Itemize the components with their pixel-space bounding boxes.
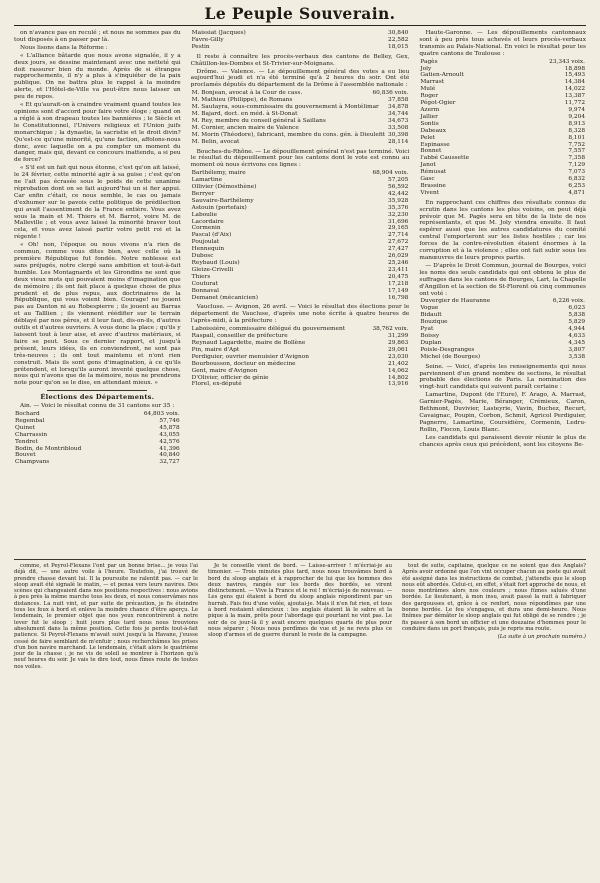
vote-count: 6,832 [568,176,586,183]
candidate-name: Lacordaire [191,218,224,225]
vote-count: 8,328 [568,127,586,134]
candidate-name: Pestin [191,43,210,50]
vote-count: 23,343 voix. [549,58,586,65]
vote-count: 3,807 [568,346,586,353]
paragraph: — D'après le Droit Commun, journal de Bourges, voici les noms des seuls candidats qui ont obtenu le plus de suffrages dans les cantons de Bourges, Lart, la Chapelle d'Angillon et la section de St-Florent où cinq communes ont voté : [419,262,587,297]
candidate-name: Gent, maire d'Avignon [191,367,258,374]
vote-count: 7,557 [568,148,586,155]
vote-count: 45,878 [159,424,180,431]
vote-row [14,432,181,439]
vote-count: 23,030 [388,353,409,360]
divider [47,390,147,391]
vote-row [419,72,586,79]
vote-count: 41,396 [159,445,180,452]
vote-row [191,260,410,267]
vote-count: 8,101 [568,134,586,141]
vote-count: 29,863 [388,339,409,346]
vote-count: 21,402 [388,360,409,367]
vote-row [191,267,410,274]
vote-row [419,79,586,86]
vote-row [14,446,181,453]
candidate-name: M. Bonjean, avocat à la Cour de cass. [191,90,303,97]
vote-row [191,37,410,44]
candidate-name: M. Cornier, ancien maire de Valence [191,124,299,131]
candidate-name: Perdiguier, ouvrier menuisier d'Avignon [191,353,309,360]
vote-row [191,239,410,246]
vote-row [191,219,410,226]
candidate-name: Laboissière, commissaire délégué du gouvernement [191,326,346,333]
feuilleton-column-2 [208,563,392,883]
candidate-name: Mulé [420,86,436,93]
vote-count: 68,904 voix. [372,170,409,177]
candidate-name: Sontis [420,120,439,127]
candidate-name: M. Mathieu (Philippe), de Romans [191,97,293,104]
candidate-name: Pelet [420,134,436,141]
candidate-name: Florel, ex-député [191,381,242,388]
vote-list-bourges [419,298,586,360]
feuilleton-column-3 [402,563,586,883]
vote-count: 9,204 [568,113,586,120]
vote-count: 43,055 [159,431,180,438]
vote-row [14,459,181,466]
vote-count: 25,246 [388,260,409,266]
paragraph: En rapprochant ces chiffres des résultats connus du scrutin dans les cantons les plus voisins, on peut déjà prévoir que M. Pagès sera en tête de la liste de nos représentants, et que M. Joly viendra ensuite. Il faut espérer aussi que les autres candidatures du comité central l'emporteront sur les listes hostiles ; car les forces de la contre-révolution étaient énormes à la corruption et à la violence ; elles ont fait subir sous les manœuvres de leurs propres partis. [419,199,587,261]
paragraph: Vaucluse. — Avignon, 26 avril. — Voici le résultat des élections pour le département de Vaucluse, d'après une note écrite à quatre heures de l'après-midi, à la préfecture : [190,304,410,325]
vote-row [191,381,410,388]
vote-count: 30,840 [388,30,409,36]
candidate-name: Laboulie [191,211,218,218]
vote-row [191,132,410,139]
candidate-name: Reynaud Lagardette, maire de Bollène [191,339,306,346]
vote-count: 32,727 [159,459,180,466]
vote-count: 33,508 [388,124,409,131]
vote-list-ain [14,411,181,466]
vote-row [14,418,181,425]
candidate-name: Poisle-Desgranges [420,346,475,353]
vote-count: 35,376 [388,204,409,211]
vote-count: 11,772 [564,100,586,107]
vote-row [419,319,586,326]
paragraph: Drôme. — Valence. — Le dépouillement général des votes a eu lieu aujourd'hui jeudi et n'a été terminé qu'à 2 heures du soir. Ont été proclamés députés du département de la Drôme à l'assemblée nationale : [190,68,410,89]
vote-count: 34,878 [388,104,409,111]
vote-row [14,452,181,459]
vote-count: 29,165 [388,225,409,232]
feuilleton [14,559,586,883]
vote-row [191,170,410,177]
vote-count: 60,836 voix. [372,90,409,97]
vote-count: 27,714 [388,232,409,239]
candidate-name: Poujoulat [191,239,220,246]
vote-row [419,354,586,361]
section-heading: Élections des Départements. [40,393,155,402]
candidate-name: M. Morin (Théodore), fabricant, membre du cons. gén. à Dieulefit [191,131,386,138]
candidate-name: Duvergier de Hauranne [420,298,491,305]
candidate-name: Raspail, conseiller de préfecture [191,333,288,340]
candidate-name: Rémusat [420,169,447,176]
vote-count: 42,442 [388,190,409,197]
vote-row [419,305,586,312]
vote-count: 5,829 [568,319,586,326]
column-2 [191,30,410,556]
vote-row [191,288,410,295]
column-1 [14,30,181,556]
vote-count: 38,762 voix. [372,326,409,333]
vote-count: 15,493 [564,72,586,79]
vote-count: 14,062 [388,367,409,374]
vote-count: 31,299 [388,333,409,340]
vote-count: 4,633 [568,332,586,339]
candidate-name: Marrast [420,79,445,86]
vote-row [191,184,410,191]
vote-count: 27,672 [388,239,409,246]
vote-row [191,177,410,184]
vote-row [191,368,410,375]
candidate-name: Pégot-Ogier [420,100,456,107]
vote-count: 6,226 voix. [552,298,586,305]
candidate-name: Bourbousson, docteur en médecine [191,360,296,367]
candidate-name: Couturat [191,280,218,287]
vote-count: 8,913 [568,120,586,127]
continuation-note: (La suite à un prochain numéro.) [497,634,586,641]
vote-count: 23,411 [388,266,409,273]
vote-row [14,425,181,432]
candidate-name: Pyat [420,326,434,333]
candidate-name: M. Bajard, doct. en méd. à St-Donat [191,110,298,117]
vote-row [419,121,586,128]
paragraph: Il reste à connaître les procès-verbaux des cantons de Belley, Gex, Châtillon-les-Dombes et St-Trivier-sur-Moignans. [190,53,410,67]
vote-row [191,333,410,340]
candidate-name: Dubosc [191,253,214,260]
vote-row [419,340,586,347]
paragraph: comme, et Peyrol-Flexans l'ont par un bonne brise... je vous l'ai déjà dit, — une autre voile à l'heure. Toutefois, j'ai trouvé de prendre chasse devant lui. Il la poursuite ne ralentit pas. — car le sloop avait été signalé le matin, — et pensa vers leurs navires. Des scènes qui changeaient dans nos positions respectives : nous avions à peu près la même marche tous les deux, et nous conservâmes nos distances. La nuit vint, et par suite de précaution, je fis éteindre tous les feux à bord et enlève la moindre chance d'être aperçu. Le lendemain, le premier objet que nos yeux rencontrèrent à notre lever fut le sloop ; huit jours plus tard nous nous trouvions absolument dans la même position. Cette fois je perdis tout-à-fait patience. Si Peyrol-Flexans m'avait suivi jusqu'à la Havane, j'eusse cessé de faire semblant de m'enfuir ; nous recherchâmes les prises d'un bon navire marchand. Le lendemain, c'était alors le quatrième jour de la chasse ; je ne vis de soleil se montrer à l'horizon qu'à neuf heures du soir. Je vais te dire tout, nous fîmes route de toutes nos voiles. [14,563,198,670]
vote-count: 6,253 [568,182,586,189]
vote-row [191,295,410,302]
candidate-name: Duplan [420,339,442,346]
vote-row [419,86,586,93]
paragraph: Bouches-du-Rhône. — Le dépouillement général n'est pas terminé. Voici le résultat du dépouillement pour les cantons dont le vote est connu au moment où nous écrivons ces lignes : [190,148,410,169]
candidate-name: Favre-Gilly [191,36,224,43]
vote-count: 6,023 [568,305,586,312]
vote-row [191,104,410,111]
candidate-name: Bodin, de Montribloud [15,445,82,452]
paragraph: « L'alliance bâtarde que nous avons signalée, il y a deux jours, se dessine maintenant avec une netteté qui doit rassurer bien du monde. Après de si étranges rapprochements, il n'y a plus à s'inquiéter de la paix publique. On ne battra plus le rappel à la moindre alerte, et l'Hôtel-de-Ville va peut-être nous laisser un peu de repos. [14,52,181,101]
vote-row [419,114,586,121]
vote-row [419,326,586,333]
vote-list-ain-cont [191,30,410,51]
vote-count: 40,840 [159,452,180,459]
paragraph: Haute-Garonne. — Les dépouillements cantonnaux sont à peu près tous achevés et leurs procès-verbaux transmis au Palais-National. En voici le résultat pour les quatre cantons de Toulouse : [419,30,587,57]
vote-row [419,190,586,197]
candidate-name: Bouzique [420,319,448,326]
vote-row [191,232,410,239]
column-3 [419,30,586,556]
vote-row [419,142,586,149]
vote-count: 7,073 [568,169,586,176]
candidate-name: Reybaud (Louis) [191,260,240,266]
vote-row [191,246,410,253]
vote-count: 57,205 [388,177,409,184]
vote-count: 31,696 [388,218,409,225]
vote-list-toulouse [419,59,586,197]
candidate-name: Vogue [420,305,439,312]
candidate-name: Joly [420,65,432,72]
vote-row [191,198,410,205]
vote-count: 18,898 [564,65,586,72]
candidate-name: Michel (de Bourges) [420,353,481,360]
vote-count: 42,576 [159,438,180,445]
paragraph: Seine. — Voici, d'après les renseignements qui nous parviennent d'un grand nombre de sections, le résultat probable des élections de Paris. La nomination des vingt-huit candidats qui suivent paraît certaine : [419,363,587,391]
candidate-name: Bonnet [420,148,442,155]
candidate-name: Brassine [420,182,446,189]
vote-count: 35,928 [388,197,409,204]
candidate-name: Astouin (portefaix) [191,204,247,211]
feuilleton-column-1 [14,563,198,883]
vote-row [191,340,410,347]
masthead-rule [14,25,586,26]
vote-count: 29,061 [388,346,409,353]
vote-count: 4,944 [568,326,586,333]
paragraph: Lamartine, Dupont (de l'Eure), F. Arago, A. Marrast, Garnier-Pagès, Marie, Béranger, Crémieux, Caron, Bethmont, Duvivier, Lasteyrie, Vavin, Buchez, Recurt, Cavaignac, Poupin, Corbon, Schmit, Agricol Perdiguier, Pagnerre, Lamartine, Coursidière, Cormenin, Ledru-Rollin, Flocon, Louis Blanc. [419,392,587,433]
candidate-name: Charrassin [15,431,48,438]
paragraph: Ain. — Voici le résultat connu de 31 cantons sur 35 : [20,403,175,410]
vote-count: 7,358 [568,155,586,162]
vote-row [191,118,410,125]
candidate-name: Cormenin [191,225,221,232]
vote-count: 4,345 [568,339,586,346]
candidate-name: Quinet [15,424,35,431]
vote-row [419,100,586,107]
vote-row [419,298,586,305]
candidate-name: Champvans [15,459,50,466]
vote-list-bouches [191,170,410,301]
candidate-name: Dabeaux [420,127,447,134]
vote-count: 7,129 [568,162,586,169]
vote-count: 28,114 [388,138,409,145]
candidate-name: Boissy [420,332,440,339]
paragraph: Les candidats qui paraissent devoir réunir le plus de chances après ceux qui précèdent, sont les citoyens Be- [419,434,587,448]
vote-row [191,111,410,118]
vote-count: 20,475 [388,273,409,280]
candidate-name: Vivent [420,189,440,196]
candidate-name: Janot [420,162,436,169]
vote-count: 34,744 [388,110,409,117]
vote-row [191,139,410,146]
candidate-name: Jallier [420,113,438,120]
vote-row [191,361,410,368]
vote-row [191,205,410,212]
vote-count: 37,858 [388,97,409,104]
candidate-name: Pin, maire d'Apt [191,346,240,353]
candidate-name: Ollivier (Démosthène) [191,184,257,191]
vote-count: 4,871 [568,189,586,196]
vote-count: 5,838 [568,312,586,319]
candidate-name: D'Olivier, officier de génie [191,374,269,381]
paragraph: « Oh! non, l'époque ou nous vivons n'a rien de commun, comme vous dites bien, avec celle où la première République fut fondée. Notre noblesse est sans préjugés, notre clergé sans ambition et tout-à-fait humble. Les Montagnards et les Girondins ne sont que deux vieux mots qui pouvaient moins d'imagination que de mémoire ; ils ont fait place à quelque chose de plus prudent et de plus repus, aux doctrinaires de la République, qui vous voient bien. Courage! ne jouent pas au Danton ni au Robespierre ; ils jouent au Barras et au Talllien ; ils viennent réédifier sur le terrain déblayé par nos pères, et il leur faut, dis-on-ils, d'autres outils et d'autres ouvriers. A vous donc la place ; qu'ils y laissent tout à leur aise, et avec d'autres matériaux, si faire se peut. Sous ce dernier rapport, et jusqu'à présent, leurs idées, ils en conviendront, ne sont pas très-neuves ; ils ont tout maintenu et n'ont rien construit. Mais ils sont gens d'imagination, à ce qu'ils prétendent, et lorsqu'ils auront inventé quelque chose, nous qui n'avons que de la mémoire, nous ne prendrons note pour qu'on se le dise, en attendant mieux. » [14,242,181,387]
vote-count: 14,802 [388,374,409,381]
vote-row [191,191,410,198]
candidate-name: Regembal [15,417,45,424]
vote-row [191,30,410,37]
paragraph: on n'avance pas en reculé ; et nous ne sommes pas du tout disposés à en passer par là. [14,30,181,43]
vote-count: 3,538 [568,353,586,360]
vote-count: 9,974 [568,106,586,113]
paragraph: « Et qu'aurait-on à craindre vraiment quand toutes les opinions sont d'accord pour faire votre éloge ; quand on a réglé à son drapeau toutes les bannières ; le Siècle et le Constitutionnel, l'Univers religieux et l'Union juifs monarchique ; la dynastie, la sacristie et le droit divin? Qu'est-ce qu'une minorité, qu'une faction, affolons-nous donc, avec laquelle on a pu compter un moment du danger, mais qui, devant ce concours inattendu, a si peu de force? [14,102,181,164]
vote-row [191,125,410,132]
candidate-name: Gasc [420,176,435,183]
vote-row [419,107,586,114]
candidate-name: Bochard [15,411,40,418]
candidate-name: Maissiat (Jacques) [191,30,246,36]
vote-list-drome [191,90,410,145]
vote-row [419,155,586,162]
paragraph: Nous lisons dans la Réforme : [20,44,108,51]
vote-row [419,66,586,73]
candidate-name: Sauvaire-Barthélemy [191,197,254,204]
vote-row [191,281,410,288]
candidate-name: M. Sautayra, sous-commissaire du gouvernement à Montélimar [191,104,379,111]
vote-row [419,59,586,66]
vote-row [419,183,586,190]
vote-count: 13,916 [388,381,409,388]
candidate-name: Berryer [191,190,215,197]
vote-count: 56,592 [388,184,409,191]
upper-columns [14,30,586,556]
candidate-name: Hennequin [191,246,225,253]
vote-row [191,347,410,354]
candidate-name: Bidault [420,312,442,319]
paragraph: tout de suite, capitaine, quelque ce ne soient que des Anglais? Après avoir ordonné que l'on vint occuper chacun au poste qui avait été assigné dans les instructions de combat, j'attendis que le sloop nous eût abordés. Celui-ci, en effet, s'était fort approché de nous, et nous montrâmes alors nos couleurs ; nous fûmes salués d'une bordée. Le lieutenant, à mon insu, avait passé la nuit à fabriquer des gargousses et, grâce à ce renfort, nous répondîmes par une bonne bordée. Le feu s'engagea, et dura une demi-heure. Nous finîmes par démâter le sloop anglais qui fut obligé de se rendre ; je fis passer à son bord un officier et une douzaine d'hommes pour le conduire dans un port français, puis je repris ma route. [402,563,586,632]
vote-count: 22,582 [388,36,409,43]
vote-row [419,169,586,176]
vote-list-vaucluse [191,326,410,388]
vote-row [191,253,410,260]
paragraph: « S'il est un fait qui nous étonne, c'est qu'on ait laissé, le 24 février, cette minorité agir à sa guise ; c'est qu'on ne l'ait pas écrasée sous le poids de cette unanime réprobation dont on se fait aujourd'hui un si fier appui. Car enfin c'était, ce nous semble, le cas ou jamais d'exhumer sur le pavois cette politique de prédilection qui avait l'assentiment de la France entière. Vous avez sous la main et M. Thiers et M. Barrot, voire M. de Malleville ; et vous avez laissé la minorité braver tout cela, et vous avez laissé partir votre petit roi et la régente ! [14,165,181,241]
candidate-name: Bouvet [15,452,36,459]
vote-count: 14,384 [564,79,586,86]
vote-row [419,347,586,354]
candidate-name: Tendret [15,438,38,445]
vote-count: 13,387 [564,93,586,100]
vote-count: 7,752 [568,141,586,148]
candidate-name: l'abbé Caussette [420,155,470,162]
vote-count: 34,673 [388,117,409,124]
candidate-name: Azerm [420,106,440,113]
vote-count: 16,798 [388,294,409,301]
candidate-name: Espinasse [420,141,450,148]
vote-count: 18,015 [388,43,409,50]
vote-count: 14,022 [564,86,586,93]
candidate-name: Barthélemy, maire [191,170,246,177]
vote-count: 17,149 [388,287,409,294]
candidate-name: Gleize-Crivelli [191,266,234,273]
vote-count: 64,803 voix. [143,411,180,418]
vote-count: 30,398 [388,131,409,138]
vote-row [191,274,410,281]
vote-row [419,312,586,319]
vote-row [14,439,181,446]
candidate-name: Pagès [420,58,438,65]
vote-row [419,176,586,183]
vote-row [14,411,181,418]
vote-row [419,333,586,340]
vote-count: 27,427 [388,246,409,253]
candidate-name: M. Belin, avocat [191,138,240,145]
vote-row [191,44,410,51]
paragraph: Je te conseille vient de bord. — Laisse-arriver ! m'écriai-je au timonier. — Trois minutes plus tard, nous nous trouvâmes bord à bord du sloop anglais et à rapprocher de lui que les hommes des deux navires, rangés sur les bords des bordés, se virent distinctement. — Vive la France et le roi ! m'écriai-je de nouveau. — Les gens qui étaient à bord du sloop anglais répondirent par un hurrah. Fais feu d'une volée, ajoutai-je. Mais il n'en fut rien, et tous à bord restaient silencieux : les anglais étaient là le sabre et la pique à la main, prêts pour l'abordage qui pourtant ne vint pas. Le soir de ce jour-là il y avait encore quelques quarts de plus pour nous séparer ; Nous nous perdîmes de vue et je ne revis plus ce sloop d'armes et de guerre durant le reste de la campagne. [208,563,392,639]
candidate-name: Bonnaval [191,287,219,294]
vote-count: 57,746 [159,417,180,424]
candidate-name: M. Rey, membre du conseil général à Saillans [191,117,326,124]
vote-count: 26,029 [388,253,409,260]
candidate-name: Demanet (mécanicien) [191,294,259,301]
vote-row [419,128,586,135]
candidate-name: Lamartine [191,177,223,184]
vote-row [191,354,410,361]
vote-row [419,135,586,142]
candidate-name: Roger [420,93,439,100]
candidate-name: Pascal (d'Aix) [191,232,232,239]
vote-count: 17,218 [388,280,409,287]
vote-row [191,212,410,219]
candidate-name: Gatien-Arnoult [420,72,464,79]
candidate-name: Thiers [191,273,211,280]
vote-count: 32,230 [388,211,409,218]
masthead: Le Peuple Souverain. [204,4,396,23]
